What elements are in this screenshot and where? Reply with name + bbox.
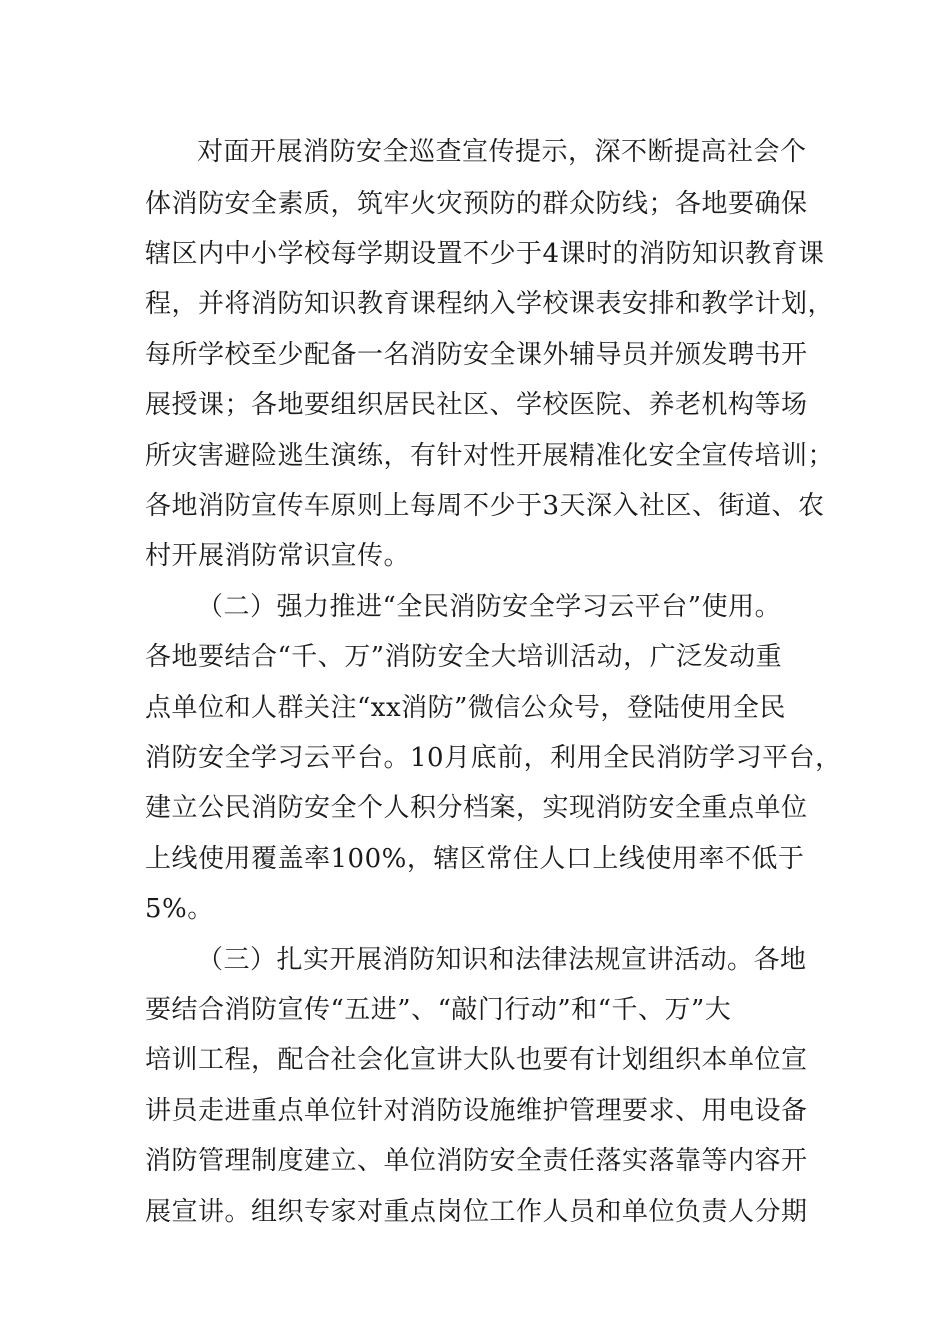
- text-line-14: 建立公民消防安全个人积分档案，实现消防安全重点单位: [145, 793, 808, 823]
- section-heading-2: （二）强力推进“全民消防安全学习云平台”使用。: [197, 592, 782, 622]
- text-line-9: 村开展消防常识宣传。: [145, 541, 411, 571]
- text-line-4: 程，并将消防知识教育课程纳入学校课表安排和教学计划，: [145, 289, 835, 319]
- text-line-18: 要结合消防宣传“五进”、“敲门行动”和“千、万”大: [145, 995, 732, 1025]
- text-line-8: 各地消防宣传车原则上每周不少于3天深入社区、街道、农: [145, 491, 825, 521]
- text-line-21: 消防管理制度建立、单位消防安全责任落实落靠等内容开: [145, 1146, 808, 1176]
- text-line-16: 5%。: [145, 894, 214, 924]
- text-line-22: 展宣讲。组织专家对重点岗位工作人员和单位负责人分期: [145, 1197, 808, 1227]
- text-line-5: 每所学校至少配备一名消防安全课外辅导员并颁发聘书开: [145, 340, 808, 370]
- text-line-20: 讲员走进重点单位针对消防设施维护管理要求、用电设备: [145, 1096, 808, 1126]
- section-heading-3: （三）扎实开展消防知识和法律法规宣讲活动。各地: [197, 945, 807, 975]
- text-line-1: 对面开展消防安全巡查宣传提示，深不断提高社会个: [197, 137, 807, 167]
- text-line-12: 点单位和人群关注“xx消防”微信公众号，登陆使用全民: [145, 693, 786, 723]
- text-line-6: 展授课；各地要组织居民社区、学校医院、养老机构等场: [145, 390, 808, 420]
- text-line-15: 上线使用覆盖率100%，辖区常住人口上线使用率不低于: [145, 844, 805, 874]
- text-line-2: 体消防安全素质，筑牢火灾预防的群众防线；各地要确保: [145, 189, 808, 219]
- text-line-3: 辖区内中小学校每学期设置不少于4课时的消防知识教育课: [145, 239, 825, 269]
- text-line-11: 各地要结合“千、万”消防安全大培训活动，广泛发动重: [145, 642, 783, 672]
- text-line-13: 消防安全学习云平台。10月底前，利用全民消防学习平台，: [145, 743, 842, 773]
- text-line-7: 所灾害避险逃生演练，有针对性开展精准化安全宣传培训；: [145, 441, 835, 471]
- text-line-19: 培训工程，配合社会化宣讲大队也要有计划组织本单位宣: [145, 1045, 808, 1075]
